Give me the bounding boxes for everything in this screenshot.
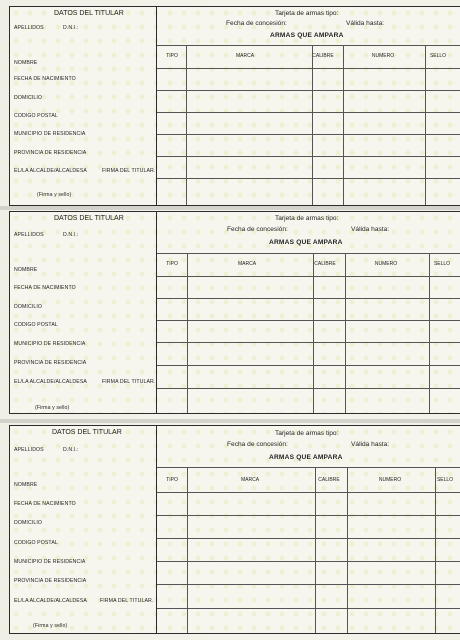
label-firma-titular: FIRMA DEL TITULAR. (102, 379, 156, 385)
table-row-rule (157, 515, 460, 516)
label-dni: D.N.I.: (63, 25, 79, 31)
label-municipio: MUNICIPIO DE RESIDENCIA (14, 559, 86, 565)
label-dni: D.N.I.: (63, 232, 79, 238)
label-apellidos: APELLIDOS (14, 232, 44, 238)
label-armas-que-ampara: ARMAS QUE AMPARA (269, 454, 343, 461)
holder-data-panel (10, 426, 157, 633)
holder-title: DATOS DEL TITULAR (54, 215, 124, 222)
table-col-rule (347, 467, 348, 633)
label-nombre: NOMBRE (14, 482, 38, 488)
label-municipio: MUNICIPIO DE RESIDENCIA (14, 131, 86, 137)
table-col-rule (343, 45, 344, 205)
table-col-rule (187, 467, 188, 633)
table-col-rule (315, 467, 316, 633)
col-numero: NUMERO (371, 53, 395, 59)
col-numero: NUMERO (378, 477, 402, 483)
label-codigo-postal: CODIGO POSTAL (14, 113, 58, 119)
label-valida-hasta: Válida hasta: (351, 226, 390, 233)
table-top-rule (157, 253, 460, 254)
col-calibre: CALIBRE (318, 477, 340, 483)
col-calibre: CALIBRE (312, 53, 334, 59)
label-municipio: MUNICIPIO DE RESIDENCIA (14, 341, 86, 347)
table-row-rule (157, 388, 460, 389)
label-apellidos: APELLIDOS (14, 447, 44, 453)
label-provincia: PROVINCIA DE RESIDENCIA (14, 150, 87, 156)
col-tipo: TIPO (166, 261, 178, 267)
label-nombre: NOMBRE (14, 267, 38, 273)
col-marca: MARCA (240, 477, 260, 483)
label-tarjeta: Tarjeta de armas tipo: (275, 215, 339, 222)
label-fecha-nacimiento: FECHA DE NACIMIENTO (14, 501, 76, 507)
label-provincia: PROVINCIA DE RESIDENCIA (14, 578, 87, 584)
label-firma-sello: (Firma y sello) (37, 192, 72, 198)
label-codigo-postal: CODIGO POSTAL (14, 322, 58, 328)
col-sello: SELLO (433, 261, 451, 267)
table-top-rule (157, 45, 460, 46)
label-firma-titular: FIRMA DEL TITULAR. (100, 598, 154, 604)
holder-data-panel (10, 7, 157, 205)
table-row-rule (157, 320, 460, 321)
label-fecha-nacimiento: FECHA DE NACIMIENTO (14, 285, 76, 291)
table-row-rule (157, 365, 460, 366)
label-nombre: NOMBRE (14, 60, 38, 66)
table-col-rule (425, 45, 426, 205)
license-card-3 (9, 425, 460, 634)
table-top-rule (157, 467, 460, 468)
table-row-rule (157, 561, 460, 562)
label-fecha-concesion: Fecha de concesión: (227, 441, 288, 448)
table-col-rule (313, 253, 314, 413)
license-card-1 (9, 6, 460, 206)
table-col-rule (435, 467, 436, 633)
label-fecha-nacimiento: FECHA DE NACIMIENTO (14, 76, 76, 82)
page-edge (0, 419, 460, 423)
table-row-rule (157, 156, 460, 157)
table-row-rule (157, 342, 460, 343)
label-firma-sello: (Firma y sello) (33, 623, 68, 629)
label-codigo-postal: CODIGO POSTAL (14, 540, 58, 546)
label-valida-hasta: Válida hasta: (346, 20, 385, 27)
col-sello: SELLO (436, 477, 454, 483)
table-row-rule (157, 134, 460, 135)
label-alcalde: EL/LA ALCALDE/ALCALDESA (14, 598, 87, 604)
label-domicilio: DOMICILIO (14, 95, 42, 101)
label-fecha-concesion: Fecha de concesión: (226, 20, 287, 27)
label-firma-sello: (Firma y sello) (35, 405, 70, 411)
page-edge (0, 206, 460, 210)
table-col-rule (186, 45, 187, 205)
label-tarjeta: Tarjeta de armas tipo: (275, 430, 339, 437)
table-row-rule (157, 178, 460, 179)
col-sello: SELLO (429, 53, 447, 59)
holder-data-panel (10, 212, 157, 413)
holder-title: DATOS DEL TITULAR (54, 10, 124, 17)
label-alcalde: EL/LA ALCALDE/ALCALDESA (14, 379, 87, 385)
license-card-2 (9, 211, 460, 414)
holder-title: DATOS DEL TITULAR (52, 429, 122, 436)
table-row-rule (157, 584, 460, 585)
label-provincia: PROVINCIA DE RESIDENCIA (14, 360, 87, 366)
weapons-panel (157, 7, 460, 205)
label-domicilio: DOMICILIO (14, 520, 42, 526)
label-dni: D.N.I.: (63, 447, 79, 453)
col-tipo: TIPO (166, 53, 178, 59)
label-armas-que-ampara: ARMAS QUE AMPARA (270, 32, 344, 39)
table-col-rule (429, 253, 430, 413)
label-fecha-concesion: Fecha de concesión: (227, 226, 288, 233)
col-marca: MARCA (237, 261, 257, 267)
label-apellidos: APELLIDOS (14, 25, 44, 31)
col-calibre: CALIBRE (314, 261, 336, 267)
table-row-rule (157, 90, 460, 91)
table-row-rule (157, 538, 460, 539)
col-marca: MARCA (235, 53, 255, 59)
table-col-rule (187, 253, 188, 413)
table-header-rule (157, 492, 460, 493)
col-tipo: TIPO (166, 477, 178, 483)
label-domicilio: DOMICILIO (14, 304, 42, 310)
col-numero: NUMERO (374, 261, 398, 267)
weapons-panel (157, 426, 460, 633)
label-firma-titular: FIRMA DEL TITULAR. (102, 168, 156, 174)
label-armas-que-ampara: ARMAS QUE AMPARA (269, 239, 343, 246)
label-alcalde: EL/LA ALCALDE/ALCALDESA (14, 168, 87, 174)
table-header-rule (157, 68, 460, 69)
table-row-rule (157, 112, 460, 113)
label-valida-hasta: Válida hasta: (351, 441, 390, 448)
table-col-rule (312, 45, 313, 205)
label-tarjeta: Tarjeta de armas tipo: (275, 10, 339, 17)
table-header-rule (157, 276, 460, 277)
table-col-rule (345, 253, 346, 413)
weapons-panel (157, 212, 460, 413)
table-row-rule (157, 608, 460, 609)
table-row-rule (157, 298, 460, 299)
